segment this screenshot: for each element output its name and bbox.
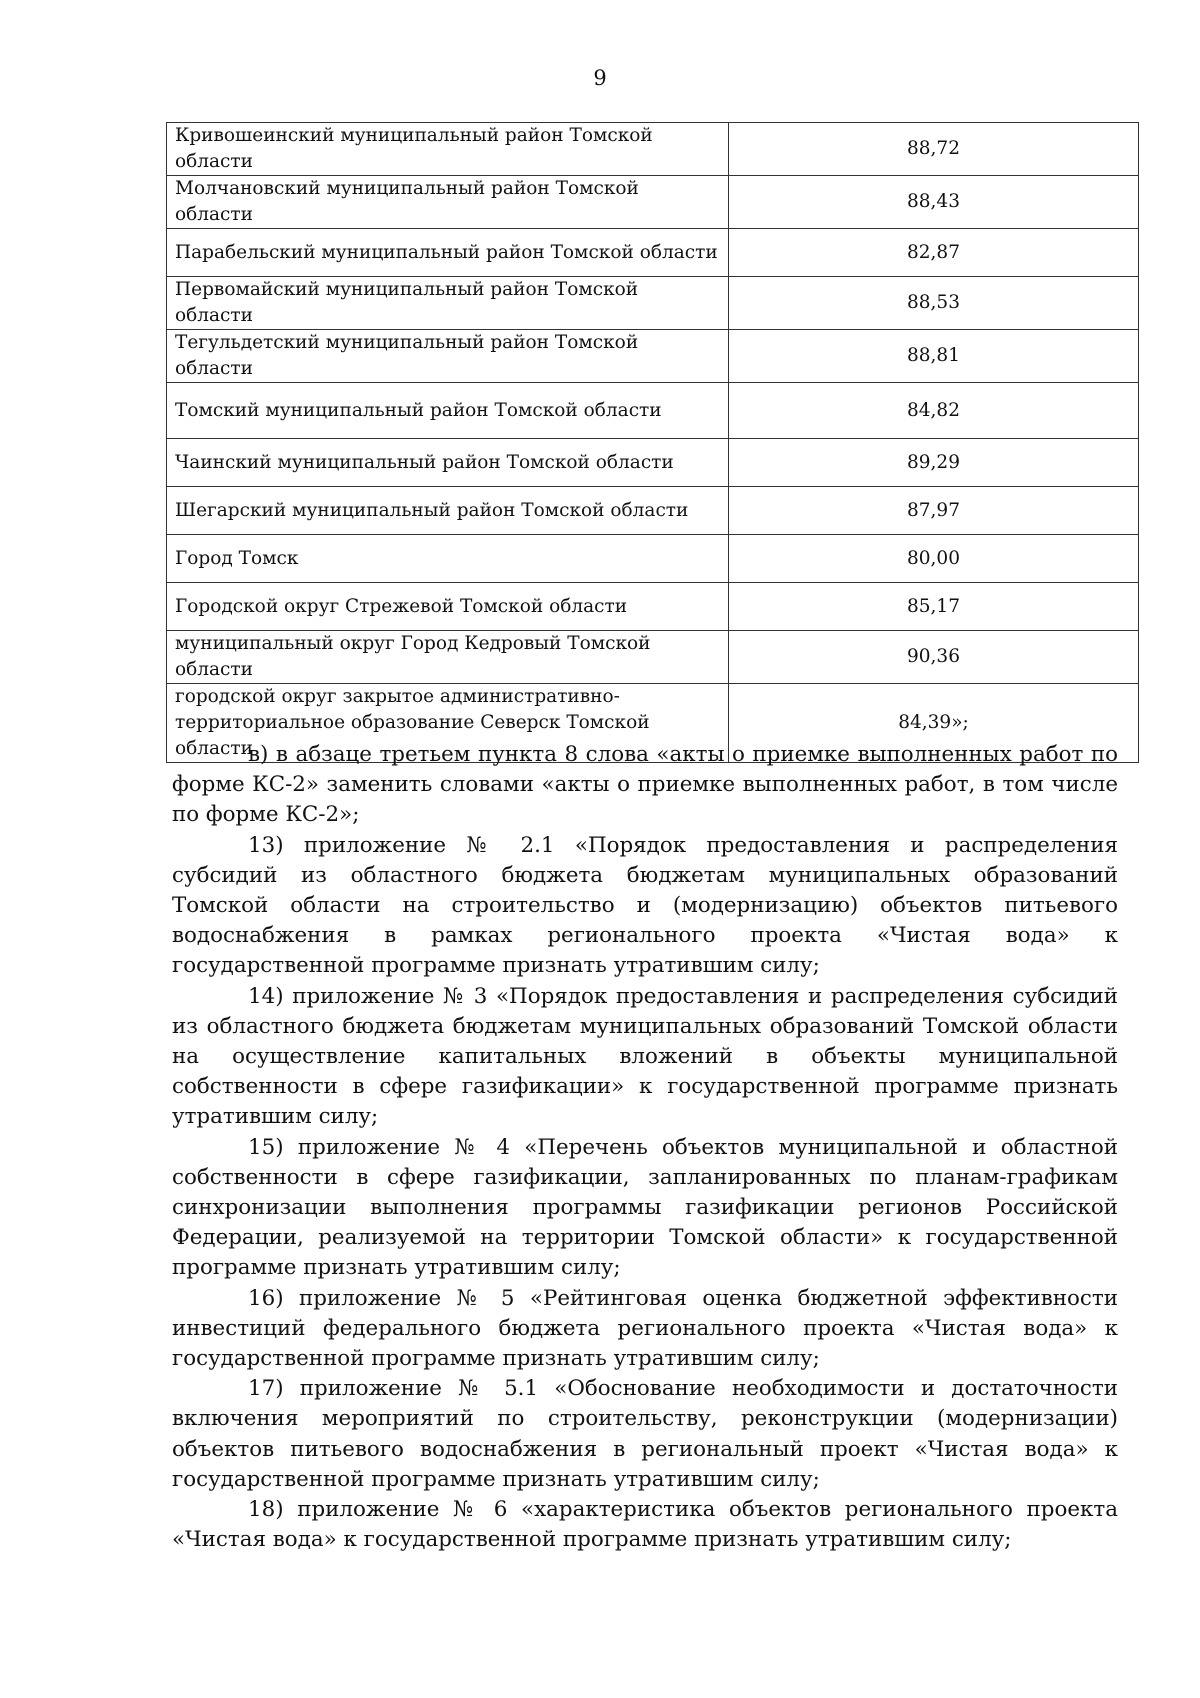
table-row (167, 583, 1139, 631)
body-text (172, 740, 1118, 1555)
table-row (167, 123, 1139, 176)
municipality-name: Парабельский муниципальный район Томской области (167, 229, 729, 277)
municipality-name: городской округ закрытое административно-территориальное образование Северск Томской области (167, 684, 729, 763)
municipality-name: Тегульдетский муниципальный район Томской области (167, 330, 729, 383)
table-row (167, 487, 1139, 535)
table-row (167, 277, 1139, 330)
municipality-name: Кривошеинский муниципальный район Томской области (167, 123, 729, 176)
municipality-name: Первомайский муниципальный район Томской области (167, 277, 729, 330)
paragraph: 16) приложение № 5 «Рейтинговая оценка бюджетной эффективности инвестиций федерального бюджета регионального проекта «Чистая вода» к государственной программе признать утратившим силу; (172, 1285, 1118, 1372)
paragraph: в) в абзаце третьем пункта 8 слова «акты о приемке выполненных работ по форме КС-2» заменить словами «акты о приемке выполненных работ, в том числе по форме КС-2»; (172, 742, 1118, 828)
table-row (167, 631, 1139, 684)
municipality-value: 90,36 (729, 631, 1139, 684)
municipality-value: 80,00 (729, 535, 1139, 583)
municipality-name: Чаинский муниципальный район Томской области (167, 439, 729, 487)
page-number: 9 (593, 66, 607, 90)
municipality-value: 87,97 (729, 487, 1139, 535)
municipality-value: 89,29 (729, 439, 1139, 487)
paragraph: 13) приложение № 2.1 «Порядок предоставления и распределения субсидий из областного бюджета бюджетам муниципальных образований Томской области на строительство и (модернизацию) объектов питьевого водоснабжения в рамках регионального проекта «Чистая вода» к государственной программе признать утратившим силу; (172, 832, 1118, 979)
municipality-value: 88,53 (729, 277, 1139, 330)
municipality-name: Городской округ Стрежевой Томской области (167, 583, 729, 631)
municipality-value: 88,81 (729, 330, 1139, 383)
municipality-value: 82,87 (729, 229, 1139, 277)
municipality-name: Молчановский муниципальный район Томской области (167, 176, 729, 229)
paragraph: 17) приложение № 5.1 «Обоснование необходимости и достаточности включения мероприятий по строительству, реконструкции (модернизации) объектов питьевого водоснабжения в региональный проект «Чистая вода» к государственной программе признать утратившим силу; (172, 1376, 1118, 1492)
table-row (167, 176, 1139, 229)
municipality-value: 84,82 (729, 383, 1139, 439)
municipality-table (166, 122, 1139, 763)
paragraph: 15) приложение № 4 «Перечень объектов муниципальной и областной собственности в сфере газификации, запланированных по планам-графикам синхронизации выполнения программы газификации регионов Российской Федерации, реализуемой на территории Томской области» к государственной программе признать утратившим силу; (172, 1134, 1118, 1281)
table-row (167, 439, 1139, 487)
table-row (167, 383, 1139, 439)
table-row (167, 535, 1139, 583)
paragraph: 18) приложение № 6 «характеристика объектов регионального проекта «Чистая вода» к государственной программе признать утратившим силу; (172, 1497, 1118, 1553)
table-row (167, 330, 1139, 383)
municipality-name: муниципальный округ Город Кедровый Томской области (167, 631, 729, 684)
municipality-name: Томский муниципальный район Томской области (167, 383, 729, 439)
municipality-name: Город Томск (167, 535, 729, 583)
paragraph: 14) приложение № 3 «Порядок предоставления и распределения субсидий из областного бюджета бюджетам муниципальных образований Томской области на осуществление капитальных вложений в объекты муниципальной собственности в сфере газификации» к государственной программе признать утратившим силу; (172, 983, 1118, 1130)
municipality-name: Шегарский муниципальный район Томской области (167, 487, 729, 535)
municipality-value: 84,39»; (729, 684, 1139, 763)
municipality-value: 85,17 (729, 583, 1139, 631)
table-row (167, 229, 1139, 277)
municipality-value: 88,43 (729, 176, 1139, 229)
municipality-value: 88,72 (729, 123, 1139, 176)
